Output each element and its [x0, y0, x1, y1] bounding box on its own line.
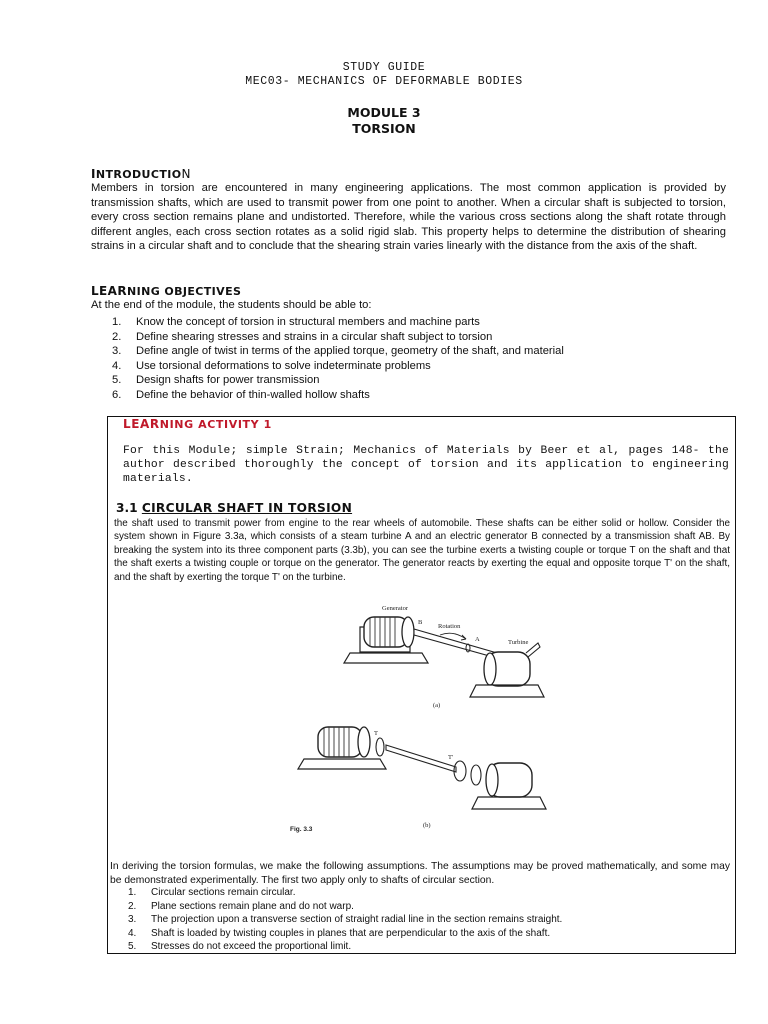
- generator-end: [358, 727, 370, 757]
- guide-title: STUDY GUIDE: [342, 61, 426, 74]
- label-a: A: [475, 636, 480, 643]
- item-text: Know the concept of torsion in structural members and machine parts: [136, 316, 480, 328]
- generator-end: [402, 617, 414, 647]
- objectives-intro: At the end of the module, the students should be able to:: [91, 299, 372, 311]
- generator-body: [318, 727, 362, 757]
- assumptions-list: [128, 886, 562, 954]
- activity-text: For this Module; simple Strain; Mechanics of Materials by Beer et al, pages 148- the author described thoroughly the concept of torsion and its application to engineering materials.: [123, 445, 729, 485]
- turbine-plinth: [470, 685, 544, 697]
- turbine-plinth: [472, 797, 546, 809]
- list-item: [128, 927, 562, 941]
- fig-label: Fig. 3.3: [290, 826, 313, 833]
- section-title: CIRCULAR SHAFT IN TORSION: [141, 501, 353, 515]
- list-item: [128, 886, 562, 900]
- caption-a: (a): [433, 702, 441, 709]
- turbine-end: [486, 764, 498, 796]
- activity-title-start: LEAR: [123, 417, 160, 431]
- item-number: 1.: [128, 887, 137, 898]
- item-number: 4.: [112, 359, 122, 372]
- list-item: [112, 315, 564, 330]
- label-b: B: [418, 619, 423, 626]
- introduction-heading-body: NTRODUCTIO: [95, 168, 182, 181]
- objectives-heading: [91, 284, 241, 298]
- shaft: [386, 745, 456, 772]
- figure-a: [344, 605, 544, 709]
- item-number: 4.: [128, 927, 137, 939]
- list-item: [112, 388, 564, 403]
- module-title: TORSION: [352, 121, 416, 136]
- item-text: Stresses do not exceed the proportional limit.: [151, 941, 352, 953]
- label-turbine: Turbine: [508, 639, 529, 646]
- item-text: Shaft is loaded by twisting couples in planes that are perpendicular to the axis of the shaft.: [151, 927, 551, 939]
- item-number: 2.: [112, 330, 122, 343]
- item-text: Plane sections remain plane and do not warp.: [151, 900, 354, 912]
- item-number: 6.: [112, 388, 122, 401]
- course-title: MEC03- MECHANICS OF DEFORMABLE BODIES: [245, 75, 523, 88]
- list-item: [112, 373, 564, 388]
- activity-title-rest: NING ACTIVITY 1: [159, 418, 272, 431]
- introduction-heading-initial: I: [91, 167, 96, 181]
- list-item: [112, 359, 564, 374]
- item-number: 2.: [128, 900, 137, 912]
- item-text: Define shearing stresses and strains in a circular shaft subject to torsion: [136, 330, 493, 343]
- list-item: [112, 344, 564, 359]
- label-t: T: [374, 730, 378, 737]
- section-heading: [116, 501, 352, 515]
- assumptions-intro: In deriving the torsion formulas, we make the following assumptions. The assumptions may be proved mathematically, and some may be demonstrated experimentally. The first two apply only to shafts of circular section.: [110, 861, 730, 886]
- introduction-text: Members in torsion are encountered in many engineering applications. The most common application is provided by transmission shafts, which are used to transmit power from one point to another. When a circular shaft is subjected to torsion, every cross section remains plane and undistorted. Therefore, while the various cross sections along the shaft rotate through different angles, each cross section rotates as a solid rigid slab. This property helps to determine the distribution of shearing strains in a circular shaft and to conclude that the shearing strain varies linearly with the distance from the axis of the shaft.: [91, 182, 726, 253]
- item-number: 5.: [128, 941, 137, 953]
- torsion-figure: [290, 597, 556, 835]
- objectives-heading-start: LEAR: [91, 284, 127, 298]
- label-generator: Generator: [382, 605, 408, 612]
- list-item: [128, 913, 562, 927]
- item-text: Design shafts for power transmission: [136, 374, 320, 387]
- label-t-prime: T': [448, 754, 454, 761]
- item-number: 3.: [112, 345, 122, 358]
- generator-plinth: [344, 653, 428, 663]
- item-text: The projection upon a transverse section of straight radial line in the section remains straight.: [151, 914, 563, 926]
- torque-ring-b: [376, 738, 384, 756]
- module-number: MODULE 3: [347, 105, 421, 120]
- label-rotation: Rotation: [438, 623, 461, 630]
- caption-b: (b): [423, 822, 431, 829]
- introduction-heading-final: N: [181, 167, 191, 181]
- section-number: 3.1: [116, 501, 138, 515]
- objectives-heading-rest: NING OBJECTIVES: [126, 285, 242, 298]
- item-text: Use torsional deformations to solve indeterminate problems: [136, 359, 431, 372]
- item-text: Define angle of twist in terms of the applied torque, geometry of the shaft, and material: [136, 345, 564, 358]
- turbine-end: [484, 653, 496, 685]
- introduction-heading: [91, 167, 191, 181]
- item-text: Circular sections remain circular.: [151, 887, 296, 898]
- list-item: [128, 900, 562, 914]
- objectives-list: [112, 315, 564, 403]
- section-text: the shaft used to transmit power from engine to the rear wheels of automobile. These shafts can be either solid or hollow. Consider the system shown in Figure 3.3a, which consists of a steam turbine A and an electric generator B connected by a transmission shaft AB. By breaking the system into its three component parts (3.3b), you can see the turbine exerts a twisting couple or torque T on the shaft and that the shaft exerts a twisting couple or torque on the generator. The generator reacts by exerting the equal and opposite torque T' on the shaft, and the shaft by exerting the torque T' on the turbine.: [114, 518, 730, 583]
- list-item: [128, 940, 562, 954]
- list-item: [112, 330, 564, 345]
- item-number: 3.: [128, 914, 137, 926]
- figure-b: [290, 727, 546, 833]
- torque-ring-turbine: [471, 765, 481, 785]
- item-number: 5.: [112, 374, 122, 387]
- activity-title: [123, 417, 272, 431]
- item-number: 1.: [112, 316, 122, 328]
- item-text: Define the behavior of thin-walled hollow shafts: [136, 388, 370, 401]
- generator-plinth: [298, 759, 386, 769]
